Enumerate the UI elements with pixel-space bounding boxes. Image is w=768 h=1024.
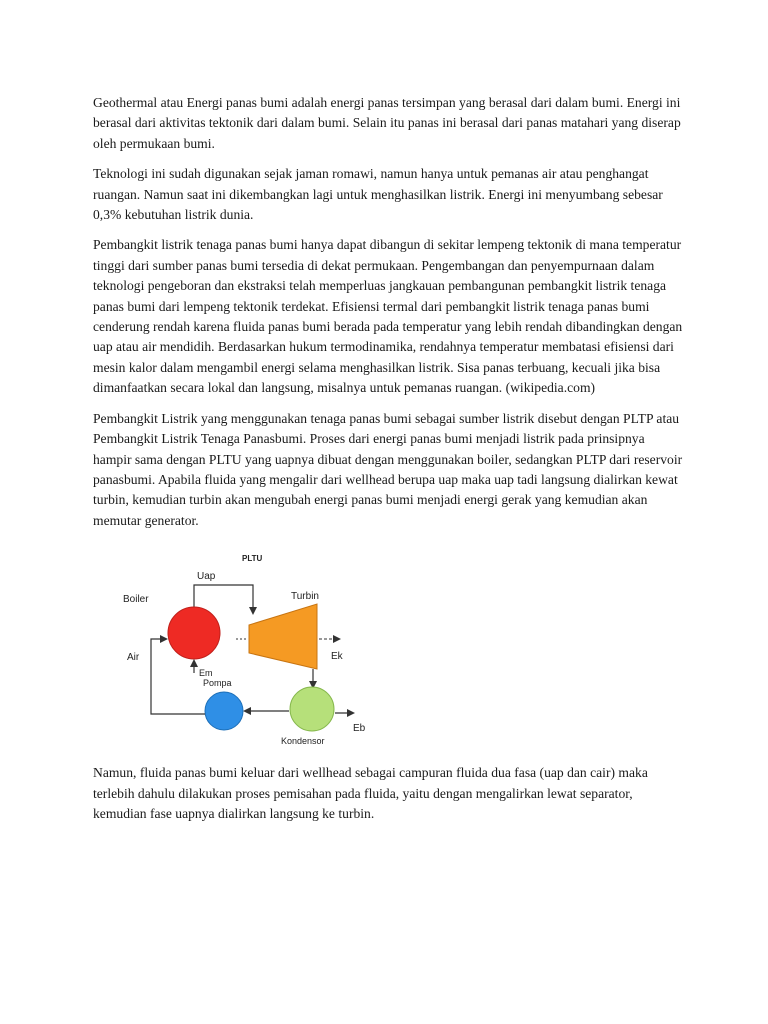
label-eb: Eb	[353, 723, 366, 735]
document-page	[93, 93, 683, 834]
pltu-diagram	[117, 541, 387, 751]
label-boiler: Boiler	[123, 594, 149, 606]
kondensor-shape	[290, 687, 334, 731]
label-uap: Uap	[197, 571, 216, 583]
pompa-shape	[205, 692, 243, 730]
paragraph-pltp-process: Pembangkit Listrik yang menggunakan tenaga panas bumi sebagai sumber listrik disebut dengan PLTP atau Pembangkit Listrik Tenaga Panasbumi. Proses dari energi panas bumi menjadi listrik pada prinsipnya hampir sama dengan PLTU yang uapnya dibuat dengan menggunakan boiler, sedangkan PLTP dari reservoir panasbumi. Apabila fluida yang mengalir dari wellhead berupa uap maka uap tadi langsung dialirkan kewat turbin, kemudian turbin akan mengubah energi panas bumi menjadi energi gerak yang kemudian akan memutar generator.	[93, 410, 683, 528]
paragraph-geothermal-intro: Geothermal atau Energi panas bumi adalah energi panas tersimpan yang berasal dari dalam bumi. Energi ini berasal dari aktivitas tektonik dari dalam bumi. Selain itu panas ini berasal dari panas matahari yang diserap oleh permukaan bumi.	[93, 95, 681, 151]
label-em: Em	[199, 668, 213, 679]
label-turbin: Turbin	[291, 591, 319, 603]
label-air: Air	[127, 652, 140, 664]
paragraph-separator: Namun, fluida panas bumi keluar dari wellhead sebagai campuran fluida dua fasa (uap dan cair) maka terlebih dahulu dilakukan proses pemisahan pada fluida, yaitu dengan mengalirkan lewat separator, kemudian fase uapnya dialirkan langsung ke turbin.	[93, 765, 648, 821]
paragraph-technology-history: Teknologi ini sudah digunakan sejak jaman romawi, namun hanya untuk pemanas air atau penghangat ruangan. Namun saat ini dikembangkan lagi untuk menghasilkan listrik. Energi ini menyumbang sebesar 0,3% kebutuhan listrik dunia.	[93, 166, 663, 223]
boiler-shape	[168, 607, 220, 659]
label-pompa: Pompa	[203, 678, 232, 689]
turbine-shape	[249, 604, 317, 669]
label-kondensor: Kondensor	[281, 736, 325, 747]
diagram-title: PLTU	[242, 554, 263, 564]
paragraph-power-plant-efficiency: Pembangkit listrik tenaga panas bumi hanya dapat dibangun di sekitar lempeng tektonik di mana temperatur tinggi dari sumber panas bumi tersedia di dekat permukaan. Pengembangan dan penyempurnaan dalam teknologi pengeboran dan ekstraksi telah memperluas jangkauan pembangunan pembangkit listrik tenaga panas bumi dari lempeng tektonik terdekat. Efisiensi termal dari pembangkit listrik tenaga panas bumi cenderung rendah karena fluida panas bumi berada pada temperatur yang lebih rendah dibandingkan dengan uap atau air mendidih. Berdasarkan hukum termodinamika, rendahnya temperatur membatasi efisiensi dari mesin kalor dalam mengambil energi selama menghasilkan listrik. Sisa panas terbuang, kecuali jika bisa dimanfaatkan secara lokal dan langsung, misalnya untuk pemanas ruangan. (wikipedia.com)	[93, 237, 683, 396]
label-ek: Ek	[331, 651, 343, 663]
